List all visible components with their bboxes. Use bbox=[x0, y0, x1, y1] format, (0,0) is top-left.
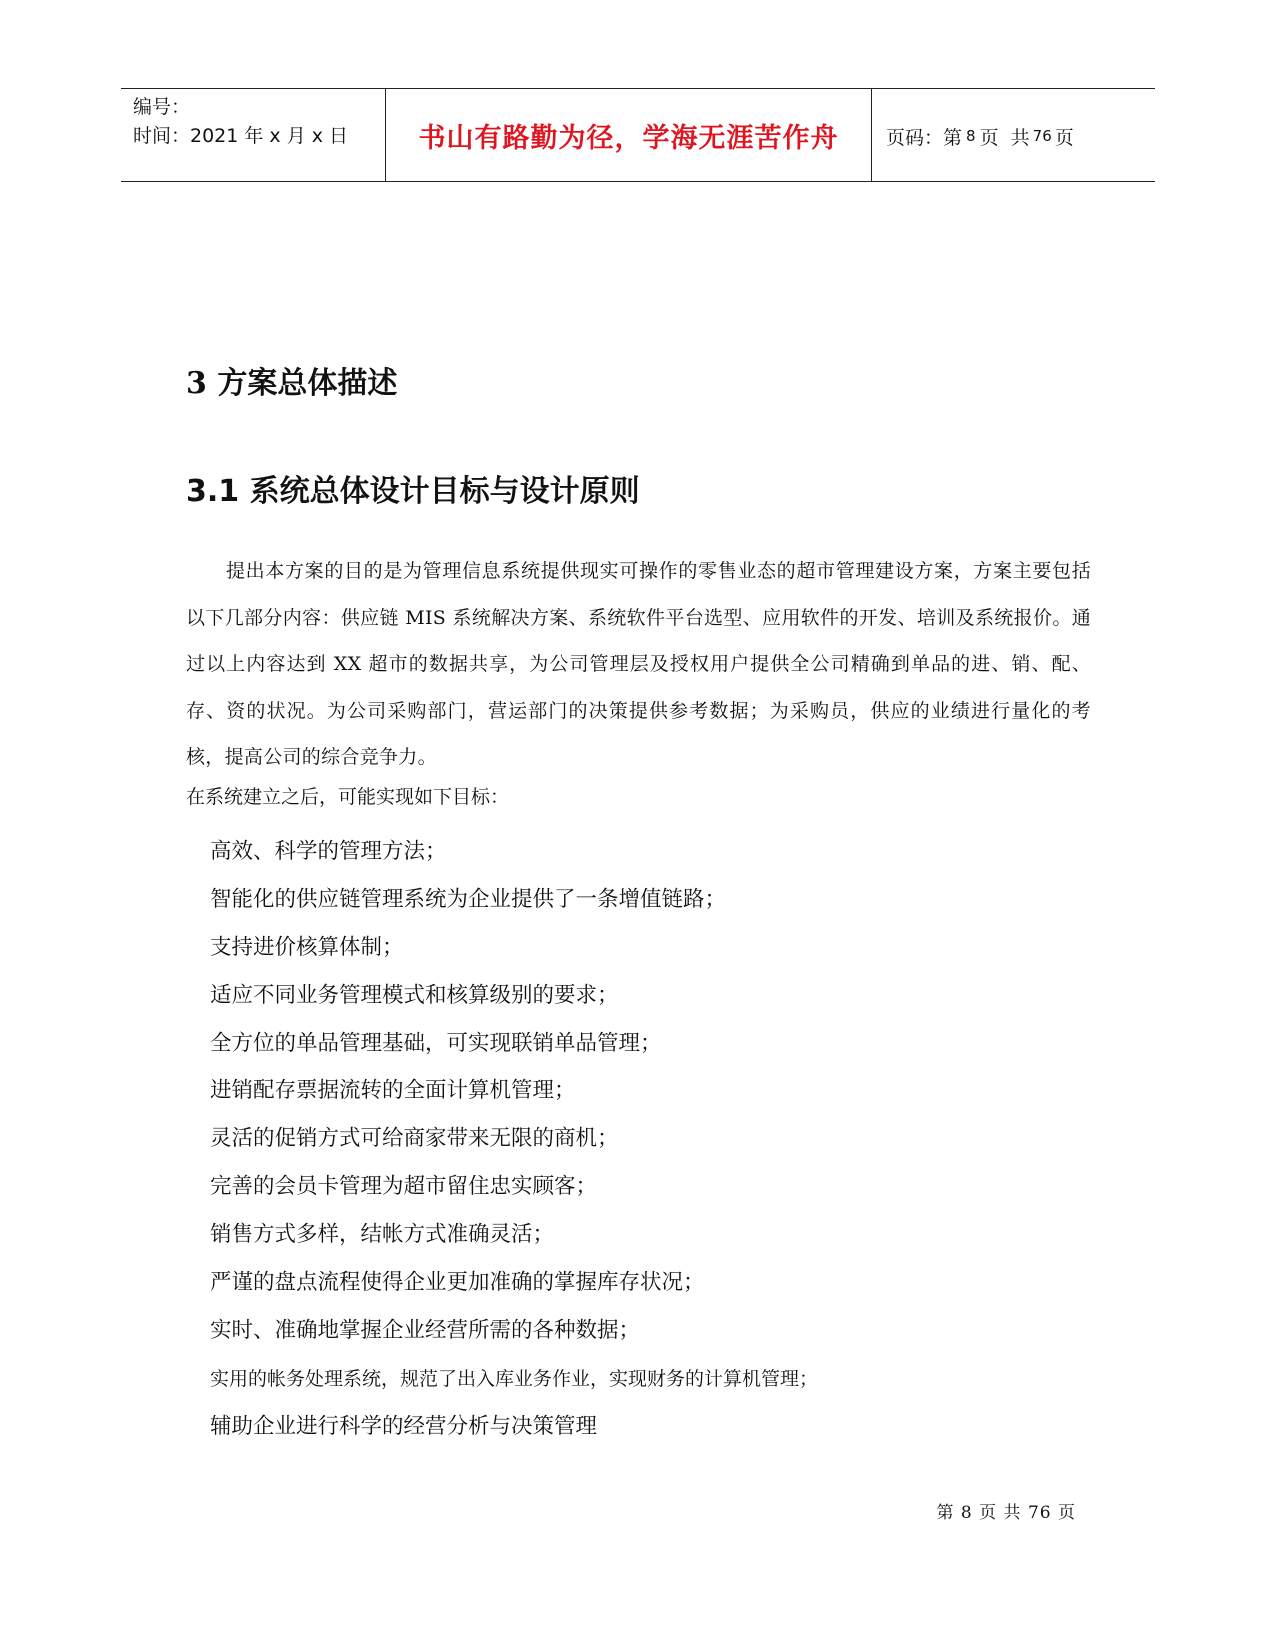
number-label: 编号： bbox=[133, 96, 191, 118]
header-meta bbox=[121, 89, 386, 181]
list-item: 高效、科学的管理方法； bbox=[210, 839, 447, 864]
page-prefix: 页码：第 bbox=[886, 126, 963, 149]
page-footer: 第 8 页 共 76 页 bbox=[936, 1503, 1076, 1523]
body-paragraph: 提出本方案的目的是为管理信息系统提供现实可操作的零售业态的超市管理建设方案，方案主要包括以下几部分内容：供应链 MIS 系统解决方案、系统软件平台选型、应用软件的开发、培训及系统报价。通过以上内容达到 XX 超市的数据共享，为公司管理层及授权用户提供全公司精确到单品的进、销、配、存、资的状况。为公司采购部门，营运部门的决策提供参考数据；为采购员，供应的业绩进行量化的考核，提高公司的综合竞争力。 bbox=[186, 560, 1091, 768]
subsection-heading: 3.1 系统总体设计目标与设计原则 bbox=[186, 474, 640, 509]
list-item: 智能化的供应链管理系统为企业提供了一条增值链路； bbox=[210, 886, 727, 912]
goals-list bbox=[210, 837, 818, 1460]
list-item: 辅助企业进行科学的经营分析与决策管理 bbox=[210, 1413, 598, 1439]
list-item: 灵活的促销方式可给商家带来无限的商机； bbox=[210, 1126, 619, 1152]
list-item: 严谨的盘点流程使得企业更加准确的掌握库存状况； bbox=[210, 1270, 705, 1296]
header-page-info bbox=[872, 89, 1155, 181]
list-item: 实用的帐务处理系统，规范了出入库业务作业，实现财务的计算机管理； bbox=[210, 1367, 819, 1390]
section-heading: 3 方案总体描述 bbox=[186, 366, 398, 401]
list-item: 实时、准确地掌握企业经营所需的各种数据； bbox=[210, 1317, 641, 1343]
page-mid: 页 共 bbox=[979, 126, 1030, 149]
list-item: 销售方式多样，结帐方式准确灵活； bbox=[210, 1222, 555, 1248]
list-item: 完善的会员卡管理为超市留住忠实顾客； bbox=[210, 1174, 598, 1200]
page-current: 8 bbox=[966, 127, 976, 145]
list-item: 适应不同业务管理模式和核算级别的要求； bbox=[210, 982, 619, 1008]
list-item: 全方位的单品管理基础，可实现联销单品管理； bbox=[210, 1030, 662, 1056]
time-label: 时间：2021 年 x 月 x 日 bbox=[133, 125, 349, 147]
list-item: 进销配存票据流转的全面计算机管理； bbox=[210, 1078, 576, 1104]
header-motto: 书山有路勤为径，学海无涯苦作舟 bbox=[386, 89, 872, 181]
list-item: 支持进价核算体制； bbox=[210, 934, 404, 960]
goals-intro: 在系统建立之后，可能实现如下目标： bbox=[186, 786, 510, 808]
page-total: 76 bbox=[1032, 127, 1052, 145]
page-suffix: 页 bbox=[1054, 126, 1074, 149]
page-header bbox=[121, 88, 1155, 182]
